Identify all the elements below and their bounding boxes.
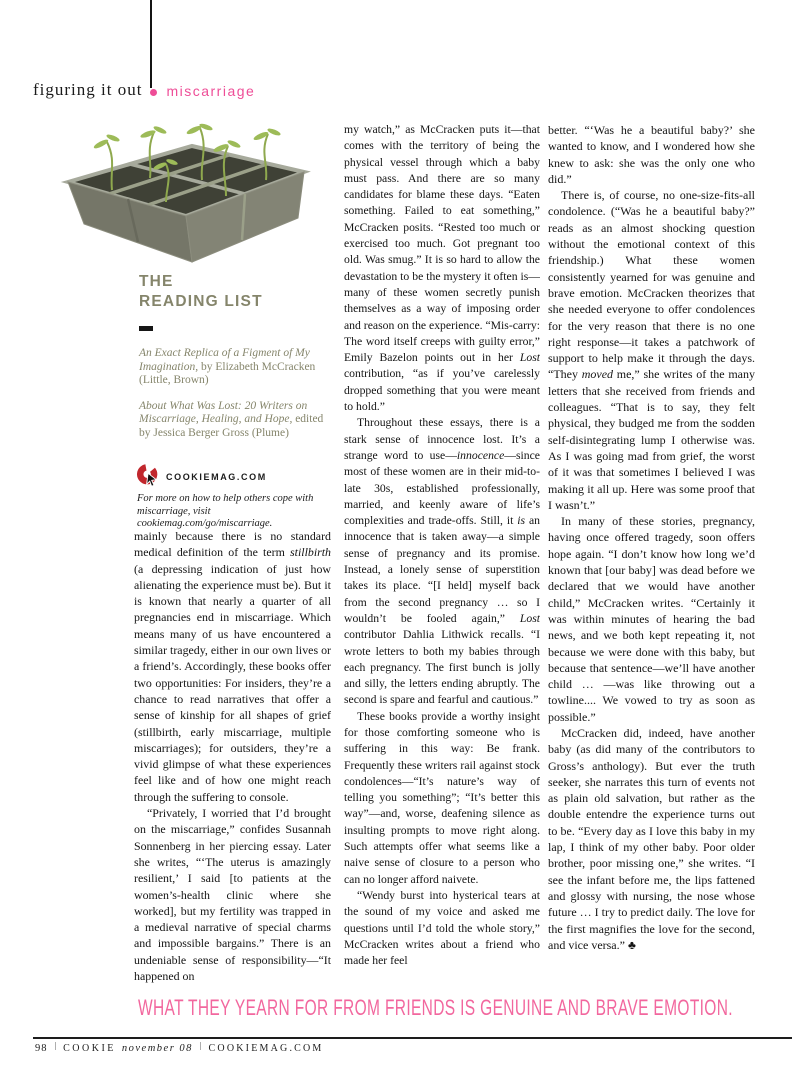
section-title: figuring it out — [33, 80, 143, 99]
article-paragraph: better. “‘Was he a beautiful baby?’ she wanted to know, and I wondered how she knew to ask: she was the only one who did.” — [548, 123, 755, 186]
reading-list-title-line1: THE — [139, 273, 174, 290]
seedling-tray-illustration — [50, 118, 318, 276]
issue-date: november 08 — [121, 1043, 193, 1054]
website-url: COOKIEMAG.COM — [208, 1043, 324, 1054]
article-paragraph: Throughout these essays, there is a stark sense of innocence lost. It’s a strange word to use—innocence—since most of these women are in their mid-to-late 30s, established professionally, married, and keenly aware of life’s complexities and trade-offs. Still, it is an innocence that is taken away—a simple sense of pregnancy and its promise. Instead, a lonely sense of superstition takes its place. “[I held] myself back from the second pregnancy … so I wouldn’t be fooled again,” Lost contributor Dahlia Lithwick recalls. “I wrote letters to both my babies through each pregnancy. The first bunch is jolly and silly, the letters ending abruptly. The second is spare and fearful and cautious.” — [344, 416, 540, 707]
article-paragraph: my watch,” as McCracken puts it—that comes with the territory of being the physical vessel through which a baby must pass. And there are so many candidates for blame these days. “Eaten something. Failed to eat something,” McCracken posits. “Rested too much or exercised too much. Got pregnant too old. Was smug.” It is so hard to allow the devastation to be the mystery it often is—many of these women secretly punish themselves as a way of imposing order and reason on the experience. “Mis-carry: The word itself creeps with guilty error,” Emily Bazelon points out in her Lost contribution, “as if you’ve carelessly dropped something that you were meant to hold.” — [344, 123, 540, 414]
header-vertical-rule — [150, 0, 152, 88]
article-paragraph: “Wendy burst into hysterical tears at the sound of my voice and asked me questions until I’d told the whole story,” McCracken writes about a friend who made her feel — [344, 888, 540, 968]
web-callout — [137, 464, 333, 531]
bullet-dot-icon — [150, 89, 157, 96]
article-paragraph: mainly because there is no standard medical definition of the term stillbirth (a depressing indication of just how alienating the experience must be). But it is known that nearly a quarter of all pregnancies end in miscarriage. Which means many of us have encountered a similar tragedy, either in our own lives or a friend’s. Accordingly, these books offer two opportunities: For insiders, they’re a chance to read narratives that offer a sense of kinship for all shapes of grief (stillbirth, early miscarriage, multiple miscarriages); for outsiders, they’re a vivid glimpse of what these experiences feel like and of how one might reach through the suffering to console. — [134, 529, 331, 804]
article-column-3 — [548, 122, 755, 1014]
reading-list-title-line2: READING LIST — [139, 293, 263, 310]
web-callout-note: For more on how to help others cope with miscarriage, visit cookiemag.com/go/miscarriage. — [137, 493, 314, 529]
reading-list-item: About What Was Lost: 20 Writers on Miscarriage, Healing, and Hope, edited by Jessica Berger Gross (Plume) — [139, 399, 324, 439]
article-paragraph: There is, of course, no one-size-fits-all condolence. (“Was he a beautiful baby?” reads as an almost shocking question without the emotional context of this friendship.) What these women consistently yearned for was genuine and brave emotion. McCracken theorizes that she needed everyone to offer condolences for the very reason that there is no one right response—it takes a patchwork of support to help make it through the days. “They moved me,” she writes of the many letters that she received from friends and colleagues. “That is to say, they felt physical, they budged me from the sodden self-disintegrating lump I otherwise was. As I was going mad from grief, the worst of it was that sometimes I believed I was making it all up. Here was some proof that I wasn’t.” — [548, 188, 755, 512]
cookiemag-site-label: COOKIEMAG.COM — [166, 472, 267, 482]
reading-list-title — [139, 272, 331, 312]
footer-separator: | — [199, 1041, 202, 1050]
reading-list-sidebar — [139, 272, 331, 452]
article-paragraph: In many of these stories, pregnancy, having once offered tragedy, soon offers hope again. “I don’t know how long we’d known that [our baby] was dead before we declared that we would have another child,” McCracken writes. “Certainly it was within minutes of hearing the bad news, and we both kept repeating it, not because we were done with this baby, but because that sentence—we’ll have another child … —was like throwing out a towline.... We vowed to try as soon as possible.” — [548, 514, 755, 724]
article-paragraph: “Privately, I worried that I’d brought on the miscarriage,” confides Susannah Sonnenberg in her piercing essay. Later she writes, “‘The uterus is amazingly resilient,’ I said [to patients at the women’s-health clinic where she worked], but my fertility was trapped in a medieval narrative of special charms and impossible bargains.” There is an undeniable sense of responsibility—“It happened on — [134, 806, 331, 984]
page-footer — [35, 1043, 324, 1054]
article-column-2 — [344, 122, 540, 1002]
article-column-1 — [134, 528, 331, 1008]
cookiemag-logo-icon — [137, 464, 161, 490]
article-paragraph: These books provide a worthy insight for those comforting someone who is suffering in this way: Be frank. Frequently these writers rail against stock condolences—“It’s nature’s way of telling you something”; “It’s better this way”—and, worse, deafening silence as insulting prompts to move right along. Such attempts offer what seems like a naive sense of closure to a person who can no longer afford naivete. — [344, 709, 540, 886]
section-topic: miscarriage — [166, 83, 256, 99]
pull-quote: WHAT THEY YEARN FOR FROM FRIENDS IS GENUINE AND BRAVE EMOTION. — [138, 995, 733, 1020]
article-paragraph: McCracken did, indeed, have another baby (as did many of the contributors to Gross’s anthology). But ever the truth seeker, she narrates this turn of events not as plain old salvation, but rather as the double entendre the experience turns out to be. “Every day as I love this baby in my lap, I think of my other baby. Poor older brother, poor missing one,” she writes. “I see the infant before me, the lips fattened and glossy with nursing, the nose whose future … I try to predict daily. The love for the first magnifies the love for the second, and vice versa.” ♣ — [548, 725, 755, 952]
footer-separator: | — [54, 1041, 57, 1050]
section-header — [33, 80, 255, 100]
web-callout-header — [137, 464, 333, 490]
page-number: 98 — [35, 1043, 48, 1054]
magazine-name: COOKIE — [63, 1043, 116, 1054]
footer-rule — [33, 1037, 792, 1039]
reading-list-item: An Exact Replica of a Figment of My Imagination, by Elizabeth McCracken (Little, Brown) — [139, 347, 316, 386]
seedling-tray-image — [50, 118, 318, 276]
dash-divider — [139, 326, 153, 331]
